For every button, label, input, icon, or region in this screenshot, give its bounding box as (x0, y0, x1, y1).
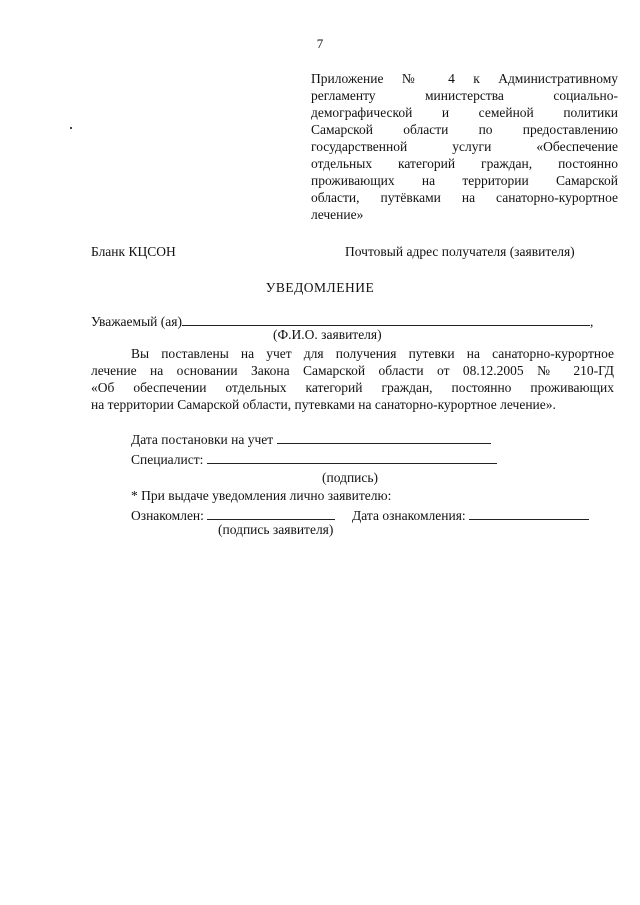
appendix-line: государственной услуги «Обеспечение (311, 139, 618, 154)
appendix-line: Самарской области по предоставлению (311, 122, 618, 137)
applicant-signature-caption: (подпись заявителя) (218, 522, 334, 537)
page-number: 7 (316, 36, 324, 51)
appendix-line: области, путёвками на санаторно-курортное (311, 190, 618, 205)
greeting-prefix: Уважаемый (ая) (91, 314, 182, 329)
recipient-address-label: Почтовый адрес получателя (заявителя) (345, 244, 575, 259)
body-line: Вы поставлены на учет для получения путевки на санаторно-курортное (131, 346, 614, 361)
appendix-line: Приложение № 4 к Административному (311, 71, 618, 86)
appendix-line: отдельных категорий граждан, постоянно (311, 156, 618, 171)
acknowledged-date-field[interactable] (469, 506, 589, 520)
body-line: «Об обеспечении отдельных категорий граждан, постоянно проживающих (91, 380, 614, 395)
body-line: лечение на основании Закона Самарской области от 08.12.2005 № 210-ГД (91, 363, 614, 378)
acknowledged-label: Ознакомлен: (131, 508, 204, 523)
acknowledged-signature-field[interactable] (207, 506, 335, 520)
appendix-reference (311, 70, 618, 223)
document-title: УВЕДОМЛЕНИЕ (265, 280, 375, 295)
appendix-line: проживающих на территории Самарской (311, 173, 618, 188)
scan-artifact-dot (70, 127, 72, 129)
body-line: на территории Самарской области, путевками на санаторно-курортное лечение». (91, 397, 556, 412)
notice-body (91, 345, 614, 413)
applicant-name-caption: (Ф.И.О. заявителя) (273, 327, 382, 342)
registration-date-row (131, 430, 491, 448)
registration-date-label: Дата постановки на учет (131, 432, 274, 447)
signature-caption: (подпись) (322, 470, 379, 485)
specialist-signature-field[interactable] (207, 450, 497, 464)
applicant-name-field[interactable] (182, 312, 590, 326)
registration-date-field[interactable] (277, 430, 491, 444)
personal-delivery-note: * При выдаче уведомления лично заявителю: (131, 488, 392, 503)
form-header-row (91, 244, 604, 262)
appendix-line: демографической и семейной политики (311, 105, 618, 120)
acknowledged-date-label: Дата ознакомления: (352, 508, 466, 523)
acknowledgement-row (131, 506, 589, 524)
specialist-label: Специалист: (131, 452, 204, 467)
greeting-suffix: , (589, 314, 594, 329)
form-label: Бланк КЦСОН (91, 244, 176, 259)
appendix-line: лечение» (311, 207, 364, 222)
appendix-line: регламенту министерства социально- (311, 88, 618, 103)
specialist-row (131, 450, 497, 468)
